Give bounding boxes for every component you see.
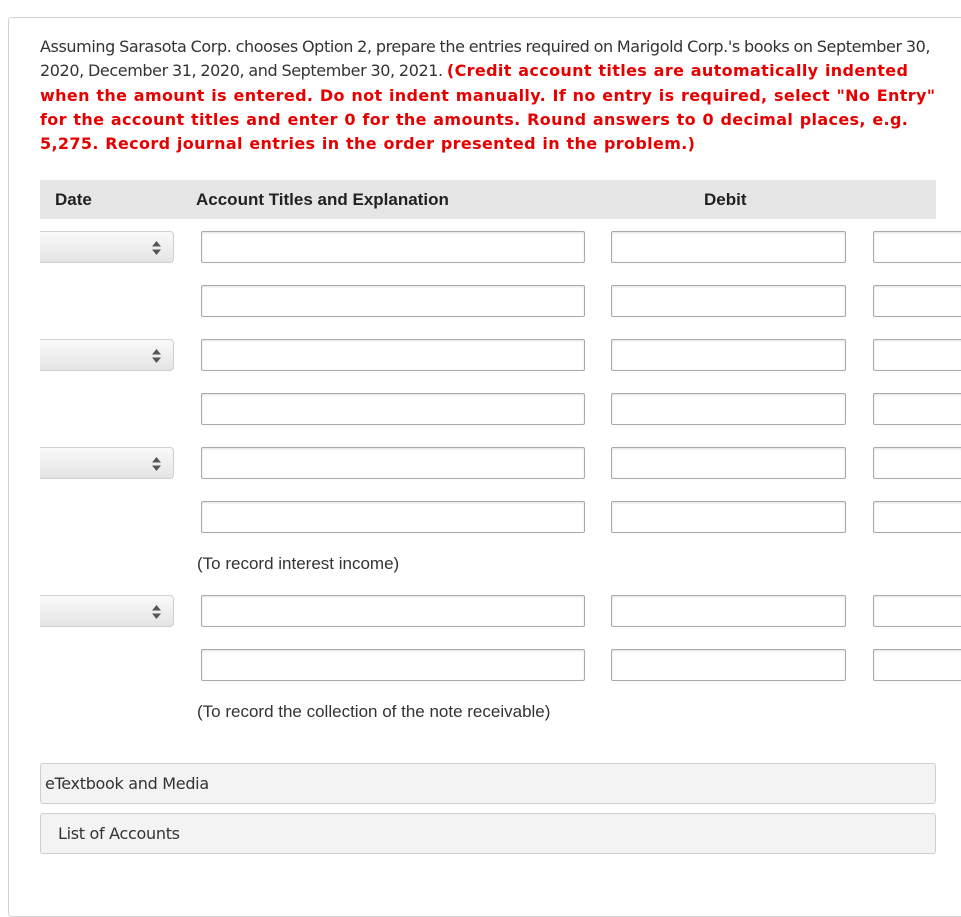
debit-input[interactable] [611, 393, 846, 425]
list-of-accounts-button[interactable]: List of Accounts [40, 813, 936, 854]
header-account-titles: Account Titles and Explanation [196, 190, 449, 209]
debit-input[interactable] [611, 447, 846, 479]
etextbook-media-button[interactable]: eTextbook and Media [40, 763, 936, 804]
journal-header [40, 180, 936, 219]
debit-input[interactable] [611, 339, 846, 371]
credit-input[interactable] [873, 231, 961, 263]
account-title-input[interactable] [201, 649, 585, 681]
header-date: Date [55, 190, 92, 209]
credit-input[interactable] [873, 501, 961, 533]
account-title-input[interactable] [201, 393, 585, 425]
select-arrows-icon [152, 241, 161, 255]
credit-input[interactable] [873, 447, 961, 479]
credit-input[interactable] [873, 595, 961, 627]
account-title-input[interactable] [201, 447, 585, 479]
credit-input[interactable] [873, 339, 961, 371]
question-body: Assuming Sarasota Corp. chooses Option 2, prepare the entries required on Marigold Corp.'s books on September 30, 2020, December 31, 2020, and September 30, 2021. [40, 37, 931, 81]
account-title-input[interactable] [201, 231, 585, 263]
entry-explanation: (To record the collection of the note receivable) [197, 702, 551, 721]
entry-explanation: (To record interest income) [197, 554, 400, 573]
debit-input[interactable] [611, 595, 846, 627]
question-text [40, 35, 945, 156]
date-select[interactable] [40, 339, 174, 371]
debit-input[interactable] [611, 231, 846, 263]
credit-input[interactable] [873, 285, 961, 317]
select-arrows-icon [152, 349, 161, 363]
account-title-input[interactable] [201, 501, 585, 533]
credit-input[interactable] [873, 649, 961, 681]
account-title-input[interactable] [201, 339, 585, 371]
date-select[interactable] [40, 595, 174, 627]
credit-input[interactable] [873, 393, 961, 425]
select-arrows-icon [152, 605, 161, 619]
date-select[interactable] [40, 447, 174, 479]
question-instructions: (Credit account titles are automatically indented when the amount is entered. Do not indent manually. If no entry is required, select "No Entry" for the account titles and enter 0 for the amounts. Round answers to 0 decimal places, e.g. 5,275. Record journal entries in the order presented in the problem.) [40, 61, 936, 154]
account-title-input[interactable] [201, 595, 585, 627]
header-debit: Debit [704, 190, 747, 209]
account-title-input[interactable] [201, 285, 585, 317]
debit-input[interactable] [611, 285, 846, 317]
select-arrows-icon [152, 457, 161, 471]
date-select[interactable] [40, 231, 174, 263]
debit-input[interactable] [611, 501, 846, 533]
debit-input[interactable] [611, 649, 846, 681]
